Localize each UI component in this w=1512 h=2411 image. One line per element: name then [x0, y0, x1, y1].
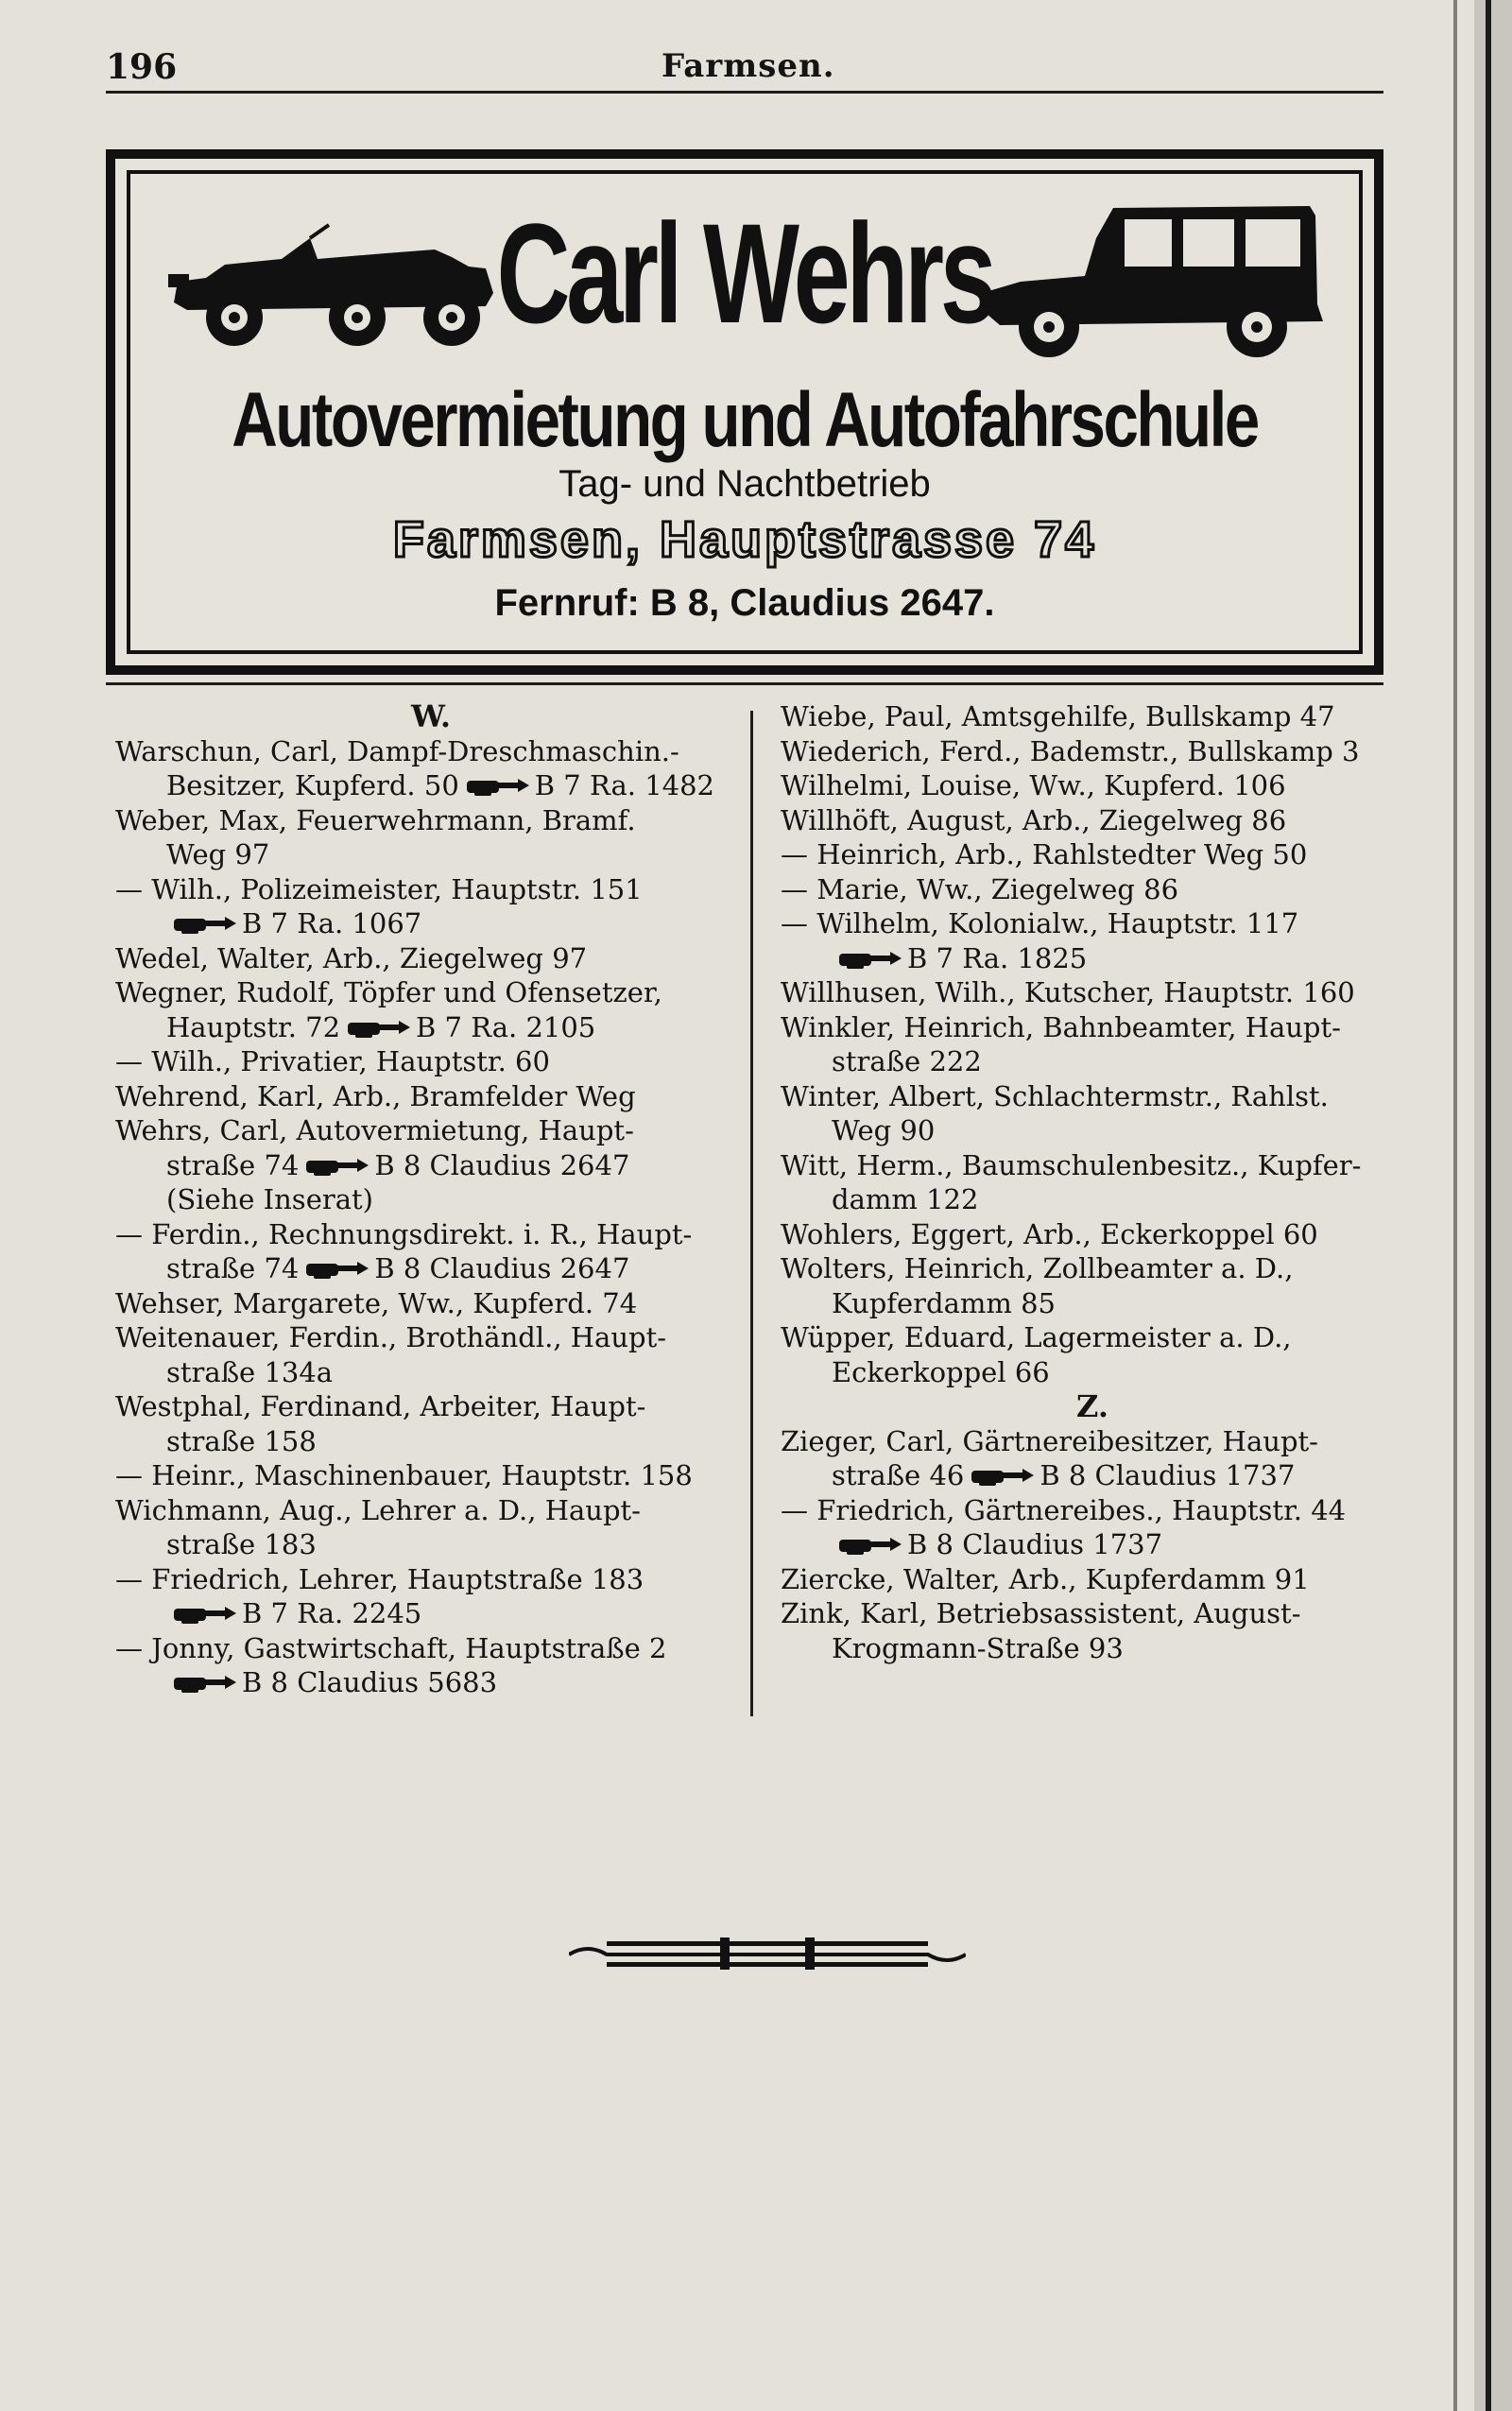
entry-text: Westphal, Ferdinand, Arbeiter, Haupt-	[115, 1390, 646, 1422]
directory-entry-line	[115, 941, 747, 976]
directory-entry-line	[115, 1665, 747, 1700]
entry-text: Winter, Albert, Schlachtermstr., Rahlst.	[781, 1079, 1329, 1112]
directory-entry-line	[115, 975, 747, 1010]
directory-entry-line	[781, 1493, 1404, 1528]
entry-text: Wehrend, Karl, Arb., Bramfelder Weg	[115, 1079, 636, 1112]
entry-text: — Jonny, Gastwirtschaft, Hauptstraße 2	[115, 1631, 667, 1664]
right-column	[781, 699, 1404, 1665]
directory-entry-line	[115, 1320, 747, 1355]
phone-hand-icon	[172, 914, 236, 935]
entry-text: straße 74	[166, 1148, 300, 1181]
phone-hand-icon	[346, 1018, 410, 1039]
entry-text: Willhöft, August, Arb., Ziegelweg 86	[781, 803, 1287, 836]
entry-text: Besitzer, Kupferd. 50	[166, 769, 459, 801]
entry-text: Willhusen, Wilh., Kutscher, Hauptstr. 160	[781, 976, 1355, 1008]
entry-text: straße 134a	[166, 1355, 334, 1388]
directory-entry-line	[781, 1562, 1404, 1597]
directory-entry-line	[781, 1527, 1404, 1562]
running-head: Farmsen.	[662, 47, 835, 85]
binding-line	[1486, 0, 1491, 2411]
phone-hand-icon	[304, 1259, 369, 1280]
entry-text: Wegner, Rudolf, Töpfer und Ofensetzer,	[115, 976, 662, 1008]
entry-phone: B 8 Claudius 2647	[374, 1252, 630, 1284]
directory-entry-line	[115, 1631, 747, 1666]
directory-entry-line	[115, 1286, 747, 1321]
section-letter-z: Z.	[1076, 1388, 1108, 1424]
directory-entry-line	[115, 1458, 747, 1493]
directory-entry-line	[115, 803, 747, 838]
entry-text: Zieger, Carl, Gärtnereibesitzer, Haupt-	[781, 1424, 1318, 1457]
directory-entry-line	[781, 1148, 1404, 1183]
entry-text: Weitenauer, Ferdin., Brothändl., Haupt-	[115, 1321, 667, 1353]
column-divider	[750, 711, 753, 1716]
directory-entry-line	[781, 734, 1404, 769]
directory-entry-line	[781, 1424, 1404, 1459]
entry-phone: B 8 Claudius 1737	[907, 1528, 1163, 1560]
entry-text: Zink, Karl, Betriebsassistent, August-	[781, 1597, 1301, 1629]
entry-text: Kupferdamm 85	[832, 1286, 1056, 1319]
directory-entry-line	[781, 1286, 1404, 1321]
directory-entry-line	[115, 1493, 747, 1528]
entry-text: Wedel, Walter, Arb., Ziegelweg 97	[115, 941, 588, 974]
entry-text: (Siehe Inserat)	[166, 1183, 373, 1215]
directory-entry-line	[781, 872, 1404, 907]
entry-text: Wichmann, Aug., Lehrer a. D., Haupt-	[115, 1493, 641, 1526]
entry-phone: B 7 Ra. 2245	[242, 1597, 422, 1629]
entry-text: Wolters, Heinrich, Zollbeamter a. D.,	[781, 1252, 1294, 1284]
directory-entry-line	[781, 1079, 1404, 1114]
phone-hand-icon	[970, 1466, 1034, 1487]
entry-phone: B 7 Ra. 1067	[242, 907, 422, 939]
directory-entry-line	[781, 1182, 1404, 1217]
entry-text: Krogmann-Straße 93	[832, 1631, 1124, 1664]
phone-hand-icon	[304, 1156, 369, 1177]
entry-phone: B 7 Ra. 1482	[534, 769, 715, 801]
entry-text: — Wilh., Privatier, Hauptstr. 60	[115, 1045, 550, 1077]
directory-entry-line	[115, 1562, 747, 1597]
directory-entry-line	[115, 872, 747, 907]
entry-text: — Heinrich, Arb., Rahlstedter Weg 50	[781, 838, 1308, 870]
directory-entry-line	[115, 1148, 747, 1183]
right-entries	[781, 699, 1404, 1389]
directory-entry-line	[781, 1458, 1404, 1493]
directory-entry-line	[781, 1217, 1404, 1252]
entry-phone: B 7 Ra. 1825	[907, 941, 1088, 974]
entry-phone: B 7 Ra. 2105	[416, 1010, 596, 1043]
directory-entry-line	[115, 1424, 747, 1459]
directory-entry-line	[115, 1527, 747, 1562]
left-entries	[115, 734, 747, 1700]
directory-entry-line	[781, 1010, 1404, 1045]
entry-text: Weg 97	[166, 838, 270, 870]
directory-entry-line	[115, 1044, 747, 1079]
directory-entry-line	[781, 1044, 1404, 1079]
entry-text: Eckerkoppel 66	[832, 1355, 1050, 1388]
ad-phone: Fernruf: B 8, Claudius 2647.	[494, 582, 995, 624]
entry-text: Wehser, Margarete, Ww., Kupferd. 74	[115, 1286, 638, 1319]
phone-hand-icon	[172, 1604, 236, 1625]
header-rule	[106, 91, 1383, 94]
section-letter-w: W.	[410, 698, 452, 734]
directory-entry-line	[115, 1251, 747, 1286]
entry-text: Weber, Max, Feuerwehrmann, Bramf.	[115, 803, 636, 836]
left-column	[115, 699, 747, 1700]
directory-entry-line	[781, 803, 1404, 838]
directory-entry-line	[115, 1355, 747, 1390]
entry-text: straße 46	[832, 1459, 965, 1491]
entry-text: Wüpper, Eduard, Lagermeister a. D.,	[781, 1321, 1292, 1353]
directory-entry-line	[781, 906, 1404, 941]
z-entries	[781, 1424, 1404, 1666]
ad-subline: Tag- und Nachtbetrieb	[558, 463, 931, 505]
advertisement-box	[106, 149, 1383, 675]
entry-text: straße 183	[166, 1528, 317, 1560]
section-rule	[106, 682, 1383, 685]
entry-text: Wohlers, Eggert, Arb., Eckerkoppel 60	[781, 1217, 1318, 1250]
phone-hand-icon	[465, 776, 529, 797]
entry-text: damm 122	[832, 1183, 979, 1215]
directory-entry-line	[781, 975, 1404, 1010]
entry-text: — Ferdin., Rechnungsdirekt. i. R., Haupt-	[115, 1217, 693, 1250]
directory-entry-line	[115, 1182, 747, 1217]
entry-text: straße 158	[166, 1424, 317, 1457]
directory-entry-line	[781, 1320, 1404, 1355]
directory-entry-line	[115, 1389, 747, 1424]
entry-text: Ziercke, Walter, Arb., Kupferdamm 91	[781, 1562, 1310, 1595]
directory-entry-line	[115, 1010, 747, 1045]
page-edge	[1474, 0, 1512, 2411]
directory-entry-line	[781, 1113, 1404, 1148]
ad-headline: Autovermietung und Autofahrschule	[232, 377, 1258, 463]
directory-entry-line	[115, 906, 747, 941]
ad-address: Farmsen, Hauptstrasse 74	[392, 511, 1097, 568]
directory-entry-line	[781, 1251, 1404, 1286]
entry-text: Warschun, Carl, Dampf-Dreschmaschin.-	[115, 734, 679, 767]
phone-hand-icon	[837, 1535, 902, 1556]
page-fold-shadow	[1453, 0, 1457, 2411]
entry-text: — Wilhelm, Kolonialw., Hauptstr. 117	[781, 907, 1299, 939]
directory-entry-line	[781, 768, 1404, 803]
entry-text: Wiebe, Paul, Amtsgehilfe, Bullskamp 47	[781, 700, 1335, 732]
entry-text: Hauptstr. 72	[166, 1010, 341, 1043]
directory-entry-line	[115, 768, 747, 803]
directory-entry-line	[115, 837, 747, 872]
entry-text: — Friedrich, Gärtnereibes., Hauptstr. 44	[781, 1493, 1347, 1526]
directory-entry-line	[115, 1113, 747, 1148]
directory-entry-line	[115, 734, 747, 769]
entry-text: Weg 90	[832, 1114, 936, 1146]
directory-entry-line	[781, 1355, 1404, 1390]
directory-entry-line	[781, 941, 1404, 976]
entry-text: — Wilh., Polizeimeister, Hauptstr. 151	[115, 872, 643, 905]
directory-entry-line	[115, 1217, 747, 1252]
entry-text: straße 74	[166, 1252, 300, 1284]
phone-hand-icon	[172, 1673, 236, 1694]
directory-entry-line	[115, 1079, 747, 1114]
entry-text: Wiederich, Ferd., Bademstr., Bullskamp 3	[781, 734, 1360, 767]
entry-phone: B 8 Claudius 5683	[242, 1666, 498, 1698]
entry-text: — Marie, Ww., Ziegelweg 86	[781, 872, 1179, 905]
ad-company-name: Carl Wehrs	[496, 194, 993, 353]
entry-text: Wilhelmi, Louise, Ww., Kupferd. 106	[781, 769, 1286, 801]
directory-entry-line	[781, 1631, 1404, 1666]
entry-text: straße 222	[832, 1045, 982, 1077]
directory-entry-line	[781, 837, 1404, 872]
ornament-divider	[569, 1934, 966, 1973]
phone-hand-icon	[837, 949, 902, 970]
page-number: 196	[106, 47, 178, 87]
entry-text: — Friedrich, Lehrer, Hauptstraße 183	[115, 1562, 644, 1595]
directory-entry-line	[115, 1596, 747, 1631]
directory-entry-line	[781, 1596, 1404, 1631]
entry-text: Wehrs, Carl, Autovermietung, Haupt-	[115, 1114, 634, 1146]
entry-text: Witt, Herm., Baumschulenbesitz., Kupfer-	[781, 1148, 1362, 1181]
directory-entry-line	[781, 699, 1404, 734]
entry-phone: B 8 Claudius 1737	[1040, 1459, 1296, 1491]
entry-text: — Heinr., Maschinenbauer, Hauptstr. 158	[115, 1459, 693, 1491]
entry-phone: B 8 Claudius 2647	[374, 1148, 630, 1181]
entry-text: Winkler, Heinrich, Bahnbeamter, Haupt-	[781, 1010, 1341, 1043]
